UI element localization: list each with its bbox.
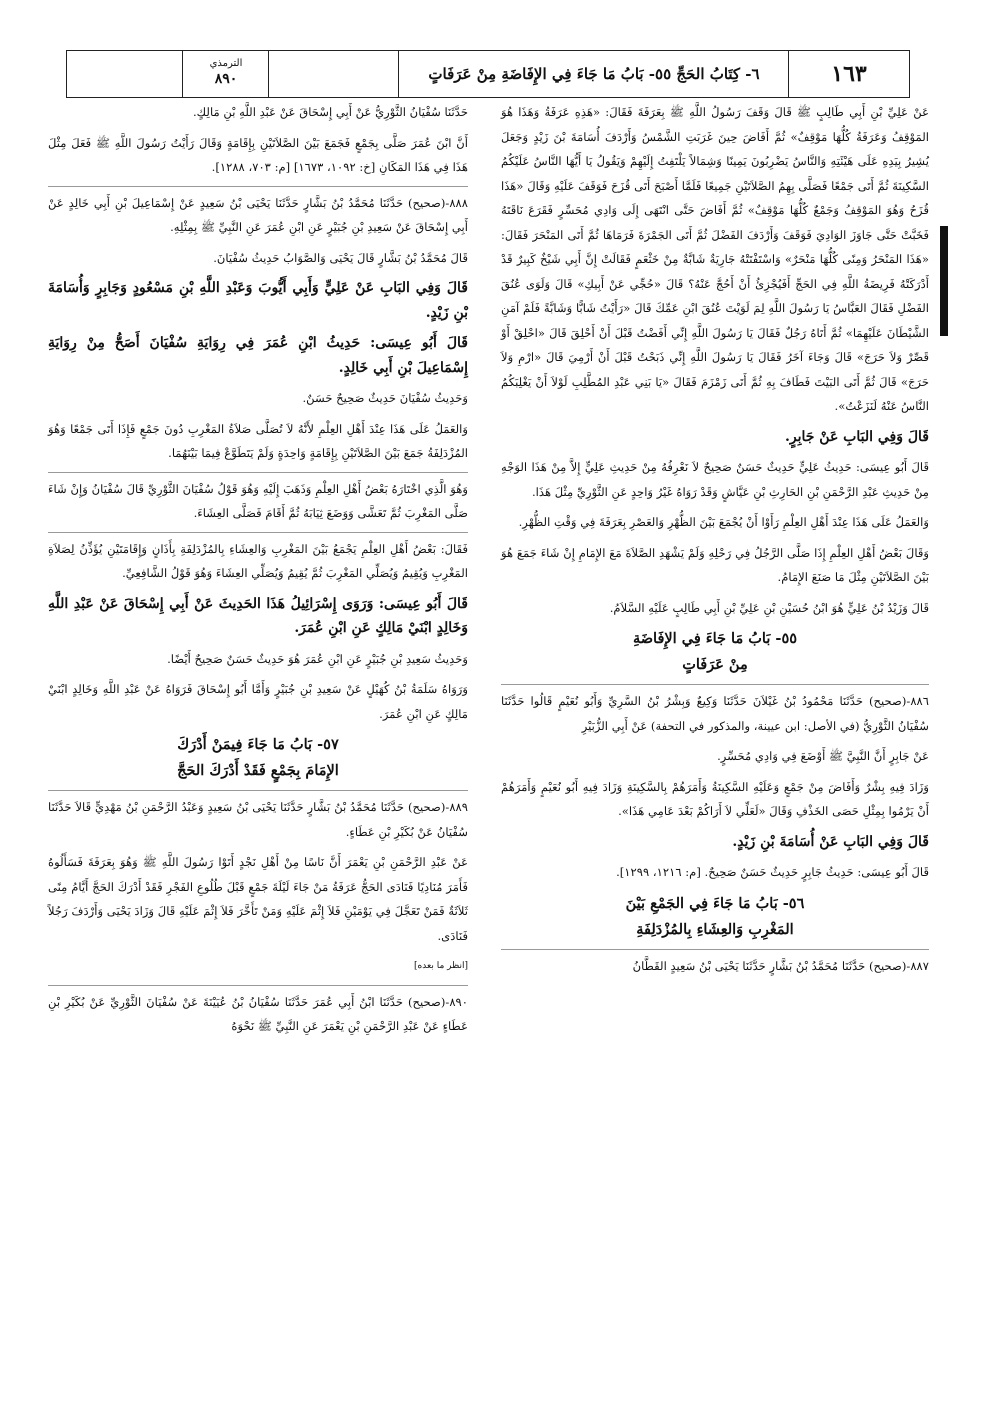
chapter-heading-line: ٥٧- بَابُ مَا جَاءَ فِيمَنْ أَدْرَكَ	[177, 736, 339, 753]
hadith-text: أَنَّ ابْنَ عُمَرَ صَلَّى بِجَمْعٍ فَجَمَعَ بَيْنَ الصَّلاَتَيْنِ بِإِقَامَةٍ وَقَالَ رَأَيْتُ رَسُولَ اللَّهِ ﷺ فَعَلَ مِثْلَ هَذَا فِي هَذَا المَكَانِ [خ: ١٠٩٢، ١٦٧٣] [م: ٧٠٣، ١٢٨٨].	[48, 135, 468, 174]
chapter-heading-line: مِنْ عَرَفَاتٍ	[682, 656, 748, 673]
chapter-heading-line: الإِمَامَ بِجَمْعٍ فَقَدْ أَدْرَكَ الحَجَّ	[177, 762, 339, 779]
grading-note: وَحَدِيثُ سَعِيدِ بْنِ جُبَيْرٍ عَنِ ابْنِ عُمَرَ هُوَ حَدِيثٌ حَسَنٌ صَحِيحٌ أَيْضًا.	[167, 651, 468, 666]
right-column	[501, 100, 929, 984]
header-spacer	[268, 51, 399, 97]
cross-reference-number: ٨٩٠	[214, 71, 238, 87]
chapter-heading-line: ٥٥- بَابُ مَا جَاءَ فِي الإِفَاضَةِ	[632, 630, 798, 647]
header-spacer-outer	[67, 51, 183, 97]
hadith-text: عَنْ عَبْدِ الرَّحْمَنِ بْنِ يَعْمَرَ أَنَّ نَاسًا مِنْ أَهْلِ نَجْدٍ أَتَوْا رَسُولَ اللَّهِ ﷺ وَهُوَ بِعَرَفَةَ فَسَأَلُوهُ فَأَمَرَ مُنَادِيًا فَنَادَى الحَجُّ عَرَفَةُ مَنْ جَاءَ لَيْلَةَ جَمْعٍ قَبْلَ طُلُوعِ الفَجْرِ فَقَدْ أَدْرَكَ الحَجَّ أَيَّامُ مِنًى ثَلاَثَةٌ فَمَنْ تَعَجَّلَ فِي يَوْمَيْنِ فَلاَ إِثْمَ عَلَيْهِ وَمَنْ تَأَخَّرَ فَلاَ إِثْمَ عَلَيْهِ قَالَ وَزَادَ يَحْيَى وَأَرْدَفَ رَجُلاً فَنَادَى.	[48, 855, 468, 943]
page-number: ١٦٣	[788, 51, 909, 97]
grading-note: قَالَ أَبُو عِيسَى: حَدِيثُ ابْنِ عُمَرَ فِي رِوَايَةِ سُفْيَانَ أَصَحُّ مِنْ رِوَايَةِ إِسْمَاعِيلَ بْنِ أَبِي خَالِدٍ.	[48, 335, 468, 376]
narrator-note: قَالَ وَزَيْدُ بْنُ عَلِيٍّ هُوَ ابْنُ حُسَيْنِ بْنِ عَلِيِّ بْنِ أَبِي طَالِبٍ عَلَيْهِ السَّلاَمُ.	[609, 600, 929, 615]
grading-note: قَالَ أَبُو عِيسَى: وَرَوَى إِسْرَائِيلُ هَذَا الحَدِيثَ عَنْ أَبِي إِسْحَاقَ عَنْ عَبْدِ اللَّهِ وَخَالِدٍ ابْنَيْ مَالِكٍ عَنِ ابْنِ عُمَرَ.	[48, 595, 468, 636]
chapter-heading-56	[501, 891, 929, 943]
hadith-text: عَنْ جَابِرٍ أَنَّ النَّبِيَّ ﷺ أَوْضَعَ فِي وَادِي مُحَسِّرٍ.	[717, 749, 929, 763]
grading-note: قَالَ أَبُو عِيسَى: حَدِيثُ عَلِيٍّ حَدِيثٌ حَسَنٌ صَحِيحٌ لاَ نَعْرِفُهُ مِنْ حَدِيثِ عَلِيٍّ إِلاَّ مِنْ هَذَا الوَجْهِ مِنْ حَدِيثِ عَبْدِ الرَّحْمَنِ بْنِ الحَارِثِ بْنِ عَيَّاشٍ وَقَدْ رَوَاهُ غَيْرُ وَاحِدٍ عَنِ الثَّوْرِيِّ مِثْلَ هَذَا.	[501, 460, 929, 499]
chapter-note: قَالَ وَفِي البَابِ عَنْ جَابِرٍ.	[785, 428, 929, 445]
hadith-text: عَنْ عَلِيِّ بْنِ أَبِي طَالِبٍ ﷺ قَالَ وَقَفَ رَسُولُ اللَّهِ ﷺ بِعَرَفَةَ فَقَالَ: «هَذِهِ عَرَفَةُ وَهَذَا هُوَ المَوْقِفُ وَعَرَفَةُ كُلُّهَا مَوْقِفٌ» ثُمَّ أَفَاضَ حِينَ غَرَبَتِ الشَّمْسُ وَأَرْدَفَ أُسَامَةَ بْنَ زَيْدٍ وَجَعَلَ يُشِيرُ بِيَدِهِ عَلَى هَيْئَتِهِ وَالنَّاسُ يَضْرِبُونَ يَمِينًا وَشِمَالاً يَلْتَفِتُ إِلَيْهِمْ وَيَقُولُ يَا أَيُّهَا النَّاسُ عَلَيْكُمُ السَّكِينَةَ ثُمَّ أَتَى جَمْعًا فَصَلَّى بِهِمُ الصَّلاَتَيْنِ جَمِيعًا فَلَمَّا أَصْبَحَ أَتَى قُزَحَ فَوَقَفَ عَلَيْهِ وَقَالَ «هَذَا قُزَحُ وَهُوَ المَوْقِفُ وَجَمْعٌ كُلُّهَا مَوْقِفٌ» ثُمَّ أَفَاضَ حَتَّى انْتَهَى إِلَى وَادِي مُحَسِّرٍ فَقَرَعَ نَاقَتَهُ فَخَبَّتْ حَتَّى جَاوَزَ الوَادِيَ فَوَقَفَ وَأَرْدَفَ الفَضْلَ ثُمَّ أَتَى الجَمْرَةَ فَرَمَاهَا ثُمَّ أَتَى المَنْحَرَ فَقَالَ: «هَذَا المَنْحَرُ وَمِنًى كُلُّهَا مَنْحَرٌ» وَاسْتَفْتَتْهُ جَارِيَةٌ شَابَّةٌ مِنْ خَثْعَمٍ فَقَالَتْ إِنَّ أَبِي شَيْخٌ كَبِيرٌ قَدْ أَدْرَكَتْهُ فَرِيضَةُ اللَّهِ فِي الحَجِّ أَفَيُجْزِئُ أَنْ أَحُجَّ عَنْهُ؟ قَالَ «حُجِّي عَنْ أَبِيكِ» قَالَ وَلَوَى عُنُقَ الفَضْلِ فَقَالَ العَبَّاسُ يَا رَسُولَ اللَّهِ لِمَ لَوَيْتَ عُنُقَ ابْنِ عَمِّكَ قَالَ «رَأَيْتُ شَابًّا وَشَابَّةً فَلَمْ آمَنِ الشَّيْطَانَ عَلَيْهِمَا» ثُمَّ أَتَاهُ رَجُلٌ فَقَالَ يَا رَسُولَ اللَّهِ إِنِّي أَفَضْتُ قَبْلَ أَنْ أَحْلِقَ قَالَ «احْلِقْ أَوْ قَصِّرْ وَلاَ حَرَجَ» قَالَ وَجَاءَ آخَرُ فَقَالَ يَا رَسُولَ اللَّهِ إِنِّي ذَبَحْتُ قَبْلَ أَنْ أَرْمِيَ قَالَ «ارْمِ وَلاَ حَرَجَ» قَالَ ثُمَّ أَتَى البَيْتَ فَطَافَ بِهِ ثُمَّ أَتَى زَمْزَمَ فَقَالَ «يَا بَنِي عَبْدِ المُطَّلِبِ لَوْلاَ أَنْ يَغْلِبَكُمُ النَّاسُ عَنْهُ لَنَزَعْتُ».	[501, 105, 929, 413]
narrator-note: قَالَ مُحَمَّدُ بْنُ بَشَّارٍ قَالَ يَحْيَى وَالصَّوَابُ حَدِيثُ سُفْيَانَ.	[213, 250, 468, 265]
practice-note: وَقَالَ بَعْضُ أَهْلِ العِلْمِ إِذَا صَلَّى الرَّجُلُ فِي رَحْلِهِ وَلَمْ يَشْهَدِ الصَّلاَةَ مَعَ الإِمَامِ إِنْ شَاءَ جَمَعَ هُوَ بَيْنَ الصَّلاَتَيْنِ مِثْلَ مَا صَنَعَ الإِمَامُ.	[501, 545, 929, 584]
thumb-index-mark	[940, 226, 948, 336]
grading-note: وَحَدِيثُ سُفْيَانَ حَدِيثٌ صَحِيحٌ حَسَنٌ.	[302, 391, 468, 405]
chapter-heading-57	[48, 732, 468, 784]
cross-reference-book: الترمذي	[209, 58, 243, 69]
page-header	[66, 50, 910, 98]
chapter-note: قَالَ وَفِي البَابِ عَنْ عَلِيٍّ وَأَبِي أَيُّوبَ وَعَبْدِ اللَّهِ بْنِ مَسْعُودٍ وَجَابِرٍ وَأُسَامَةَ بْنِ زَيْدٍ.	[48, 280, 468, 321]
practice-note: وَالعَمَلُ عَلَى هَذَا عِنْدَ أَهْلِ العِلْمِ رَأَوْا أَنْ يُجْمَعَ بَيْنَ الظُّهْرِ وَالعَصْرِ بِعَرَفَةَ فِي وَقْتِ الظُّهْرِ.	[518, 515, 929, 529]
hadith-text: ٨٨٩-(صحيح) حَدَّثَنَا مُحَمَّدُ بْنُ بَشَّارٍ حَدَّثَنَا يَحْيَى بْنُ سَعِيدٍ وَعَبْدُ الرَّحْمَنِ بْنُ مَهْدِيٍّ قَالاَ حَدَّثَنَا سُفْيَانُ عَنْ بُكَيْرِ بْنِ عَطَاءٍ.	[48, 790, 468, 844]
chapter-heading-55	[501, 626, 929, 678]
left-column	[48, 100, 468, 1045]
grading-note: قَالَ أَبُو عِيسَى: حَدِيثُ جَابِرٍ حَدِيثٌ حَسَنٌ صَحِيحٌ. [م: ١٢١٦، ١٢٩٩].	[616, 865, 929, 879]
running-title: ٦- كِتَابُ الحَجِّ ٥٥- بَابُ مَا جَاءَ فِي الإِفَاضَةِ مِنْ عَرَفَاتٍ	[398, 51, 789, 97]
chapter-note: قَالَ وَفِي البَابِ عَنْ أُسَامَةَ بْنِ زَيْدٍ.	[732, 833, 929, 850]
hadith-text: ٨٨٧-(صحيح) حَدَّثَنَا مُحَمَّدُ بْنُ بَشَّارٍ حَدَّثَنَا يَحْيَى بْنُ سَعِيدٍ القَطَّانُ	[501, 949, 929, 979]
narrator-note: وَرَوَاهُ سَلَمَةُ بْنُ كُهَيْلٍ عَنْ سَعِيدِ بْنِ جُبَيْرٍ وَأَمَّا أَبُو إِسْحَاقَ فَرَوَاهُ عَنْ عَبْدِ اللَّهِ وَخَالِدٍ ابْنَيْ مَالِكٍ عَنِ ابْنِ عُمَرَ.	[48, 682, 468, 721]
hadith-text: ٨٨٦-(صحيح) حَدَّثَنَا مَحْمُودُ بْنُ غَيْلاَنَ حَدَّثَنَا وَكِيعٌ وَبِشْرُ بْنُ السَّرِيِّ وَأَبُو نُعَيْمٍ قَالُوا حَدَّثَنَا سُفْيَانُ الثَّوْرِيُّ (في الأصل: ابن عيينة، والمذكور في التحفة) عَنْ أَبِي الزُّبَيْرِ	[501, 684, 929, 738]
practice-note: فَقَالَ: بَعْضُ أَهْلِ العِلْمِ يَجْمَعُ بَيْنَ المَغْرِبِ وَالعِشَاءِ بِالمُزْدَلِفَةِ بِأَذَانٍ وَإِقَامَتَيْنِ يُؤَذِّنُ لِصَلاَةِ المَغْرِبِ وَيُقِيمُ وَيُصَلِّي المَغْرِبَ ثُمَّ يُقِيمُ وَيُصَلِّي العِشَاءَ وَهُوَ قَوْلُ الشَّافِعِيِّ.	[48, 532, 468, 586]
chapter-heading-line: ٥٦- بَابُ مَا جَاءَ فِي الجَمْعِ بَيْنَ	[625, 894, 805, 912]
chapter-heading-line: المَغْرِبِ وَالعِشَاءِ بِالمُزْدَلِفَةِ	[636, 920, 794, 938]
cross-reference	[182, 51, 269, 97]
hadith-text: ٨٨٨-(صحيح) حَدَّثَنَا مُحَمَّدُ بْنُ بَشَّارٍ حَدَّثَنَا يَحْيَى بْنُ سَعِيدٍ عَنْ إِسْمَاعِيلَ بْنِ أَبِي خَالِدٍ عَنْ أَبِي إِسْحَاقَ عَنْ سَعِيدِ بْنِ جُبَيْرٍ عَنِ ابْنِ عُمَرَ عَنِ النَّبِيِّ ﷺ بِمِثْلِهِ.	[48, 186, 468, 240]
hadith-text: حَدَّثَنَا سُفْيَانُ الثَّوْرِيُّ عَنْ أَبِي إِسْحَاقَ عَنْ عَبْدِ اللَّهِ بْنِ مَالِكٍ.	[192, 105, 468, 119]
hadith-text: وَزَادَ فِيهِ بِشْرٌ وَأَفَاضَ مِنْ جَمْعٍ وَعَلَيْهِ السَّكِينَةُ وَأَمَرَهُمْ بِالسَّكِينَةِ وَزَادَ فِيهِ أَبُو نُعَيْمٍ وَأَمَرَهُمْ أَنْ يَرْمُوا بِمِثْلِ حَصَى الخَذْفِ وَقَالَ «لَعَلِّي لاَ أَرَاكُمْ بَعْدَ عَامِي هَذَا».	[501, 779, 929, 818]
hadith-text: ٨٩٠-(صحيح) حَدَّثَنَا ابْنُ أَبِي عُمَرَ حَدَّثَنَا سُفْيَانُ بْنُ عُيَيْنَةَ عَنْ سُفْيَانَ الثَّوْرِيِّ عَنْ بُكَيْرِ بْنِ عَطَاءٍ عَنْ عَبْدِ الرَّحْمَنِ بْنِ يَعْمَرَ عَنِ النَّبِيِّ ﷺ نَحْوَهُ	[48, 985, 468, 1039]
practice-note: وَالعَمَلُ عَلَى هَذَا عِنْدَ أَهْلِ العِلْمِ لأَنَّهُ لاَ تُصَلَّى صَلاَةُ المَغْرِبِ دُونَ جَمْعٍ فَإِذَا أَتَى جَمْعًا وَهُوَ المُزْدَلِفَةُ جَمَعَ بَيْنَ الصَّلاَتَيْنِ بِإِقَامَةٍ وَاحِدَةٍ وَلَمْ يَتَطَوَّعْ فِيمَا بَيْنَهُمَا.	[48, 421, 468, 460]
practice-note: وَهُوَ الَّذِي اخْتَارَهُ بَعْضُ أَهْلِ العِلْمِ وَذَهَبَ إِلَيْهِ وَهُوَ قَوْلُ سُفْيَانَ الثَّوْرِيِّ قَالَ سُفْيَانُ وَإِنْ شَاءَ صَلَّى المَغْرِبَ ثُمَّ تَعَشَّى وَوَضَعَ ثِيَابَهُ ثُمَّ أَقَامَ فَصَلَّى العِشَاءَ.	[48, 472, 468, 526]
cross-reference-note: [انظر ما بعده]	[414, 961, 468, 971]
